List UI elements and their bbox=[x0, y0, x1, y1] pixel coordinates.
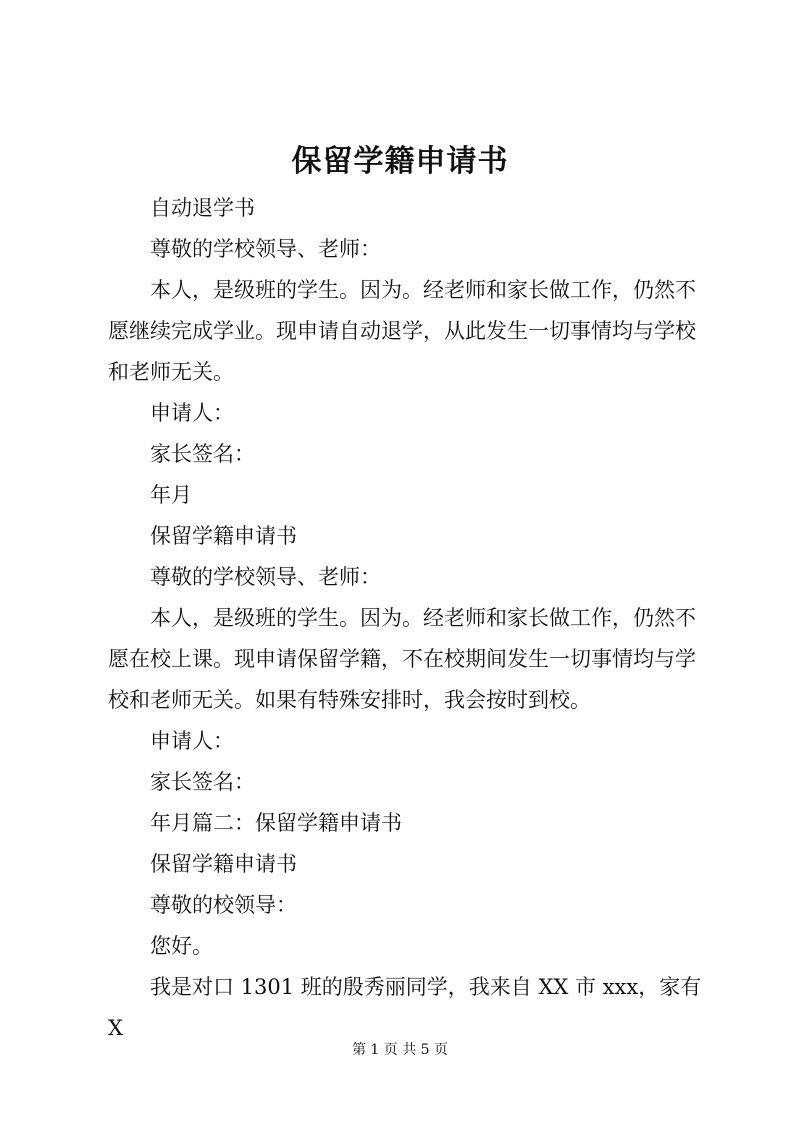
paragraph-greeting: 您好。 bbox=[150, 934, 213, 958]
paragraph-salutation: 尊敬的校领导： bbox=[150, 893, 297, 917]
paragraph-parent-signature: 家长签名： bbox=[150, 770, 255, 794]
paragraph-body: 我是对口 1301 班的殷秀丽同学，我来自 XX 市 xxx，家有 X bbox=[108, 975, 702, 1040]
paragraph-applicant: 申请人： bbox=[150, 401, 234, 425]
document-title: 保留学籍申请书 bbox=[291, 144, 509, 179]
paragraph-body: 本人，是级班的学生。因为。经老师和家长做工作，仍然不愿在校上课。现申请保留学籍，不在校期间发生一切事情均与学校和老师无关。如果有特殊安排时，我会按时到校。 bbox=[108, 606, 696, 712]
paragraph-heading-retention: 保留学籍申请书 bbox=[150, 524, 297, 548]
paragraph-heading-retention: 保留学籍申请书 bbox=[150, 852, 297, 876]
paragraph-parent-signature: 家长签名： bbox=[150, 442, 255, 466]
paragraph-date-section: 年月篇二：保留学籍申请书 bbox=[150, 811, 402, 835]
paragraph-salutation: 尊敬的学校领导、老师： bbox=[150, 565, 381, 589]
paragraph-salutation: 尊敬的学校领导、老师： bbox=[150, 237, 381, 261]
paragraph-body: 本人，是级班的学生。因为。经老师和家长做工作，仍然不愿继续完成学业。现申请自动退学，从此发生一切事情均与学校和老师无关。 bbox=[108, 278, 696, 384]
page-footer: 第 1 页 共 5 页 bbox=[351, 1042, 449, 1058]
paragraph-date: 年月 bbox=[150, 483, 192, 507]
paragraph-heading-withdrawal: 自动退学书 bbox=[150, 196, 255, 220]
document-body bbox=[108, 188, 708, 1049]
paragraph-applicant: 申请人： bbox=[150, 729, 234, 753]
